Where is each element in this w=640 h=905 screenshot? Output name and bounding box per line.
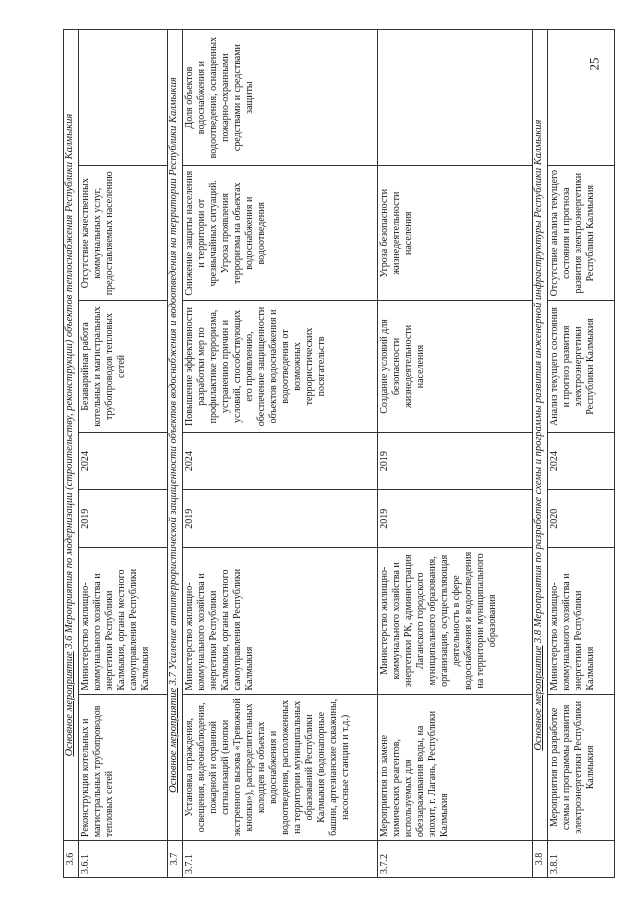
end-year: 2024: [79, 432, 168, 490]
section-number: 3.6: [64, 841, 79, 878]
start-year: 2019: [183, 490, 378, 548]
consequence: Отсутствие качественных коммунальных услуг, предоставляемых населению: [79, 166, 168, 301]
measure-name: Мероприятия по разработке схемы и программы развития электроэнергетики Республики Калмыкия: [548, 694, 615, 841]
indicator: [548, 30, 615, 166]
section-number: 3.7: [168, 841, 183, 878]
section-number: 3.8: [533, 841, 548, 878]
start-year: 2019: [79, 490, 168, 548]
indicator: [378, 30, 533, 166]
start-year: 2020: [548, 490, 615, 548]
row-number: 3.7.1: [183, 841, 378, 878]
consequence: Снижение защиты населения и территории от чрезвычайных ситуаций. Угроза проявления терроризма на объектах водоснабжения и водоотведения: [183, 166, 378, 301]
section-title: Основное мероприятие 3.6 Мероприятия по модернизации (строительству, реконструкции) объектов теплоснабжения Республики Калмыкия: [64, 30, 79, 841]
executor: Министерство жилищно-коммунального хозяйства и энергетики РК, администрация Лаганского городского муниципального образования, организация, осуществляющая деятельность в сфере водоснабжения и водоотведения на территории муниципального образования: [378, 548, 533, 695]
indicator: Доля объектов водоснабжения и водоотведения, оснащенных пожарно-охранными средствами и средствами защиты: [183, 30, 378, 166]
row-number: 3.7.2: [378, 841, 533, 878]
section-header-row: [64, 30, 79, 878]
measures-table: [63, 29, 615, 878]
table-row: [548, 30, 615, 878]
table-row: [79, 30, 168, 878]
row-number: 3.6.1: [79, 841, 168, 878]
row-number: 3.8.1: [548, 841, 615, 878]
measure-name: Мероприятия по замене химических реагентов, используемых для обеззараживания воды, на эпохит, г. Лагань, Республики Калмыкия: [378, 694, 533, 841]
indicator: [79, 30, 168, 166]
section-title: Основное мероприятие 3.8 Мероприятия по разработке схемы и программы развития инженерной инфраструктуры Республики Калмыкия: [533, 30, 548, 841]
expected-result: Создание условий для безопасности жизнедеятельности населения: [378, 301, 533, 433]
executor: Министерство жилищно-коммунального хозяйства и энергетики Республики Калмыкия: [548, 548, 615, 695]
start-year: 2019: [378, 490, 533, 548]
expected-result: Анализ текущего состояния и прогноз развития электроэнергетики Республики Калмыкия: [548, 301, 615, 433]
expected-result: Безаварийная работа котельных и магистральных трубопроводов тепловых сетей: [79, 301, 168, 433]
executor: Министерство жилищно-коммунального хозяйства и энергетики Республики Калмыкия, органы местного самоуправления Республики Калмыкия: [79, 548, 168, 695]
executor: Министерство жилищно-коммунального хозяйства и энергетики Республики Калмыкия, органы местного самоуправления Республики Калмыкия: [183, 548, 378, 695]
end-year: 2019: [378, 432, 533, 490]
end-year: 2024: [183, 432, 378, 490]
consequence: Отсутствие анализа текущего состояния и прогноза развития электроэнергетики Республики Калмыкия: [548, 166, 615, 301]
expected-result: Повышение эффективности разработки мер по профилактике терроризма, устранению причин и условий, способствующих его проявлению, обеспечение защищенности объектов водоснабжения и водоотведения от возможных террористических посягательств: [183, 301, 378, 433]
table-row: [378, 30, 533, 878]
section-title: Основное мероприятие 3.7 Усиление антитеррористической защищенности объектов водоснабжения и водоотведения на территории Республики Калмыкия: [168, 30, 183, 841]
page-number: 25: [586, 57, 602, 71]
measure-name: Реконструкция котельных и магистральных трубопроводов тепловых сетей: [79, 694, 168, 841]
measure-name: Установка ограждения, освещения, видеонаблюдения, пожарной и охранной сигнализаций (кнопки экстренного вызова «Тревожной кнопки»), распределительных колодцев на объектах водоснабжения и водоотведения, расположенных на территории муниципальных образований Республики Калмыкия (водонапорные башни, артезианские скважины, насосные станции и т.д.): [183, 694, 378, 841]
table-row: [183, 30, 378, 878]
end-year: 2024: [548, 432, 615, 490]
consequence: Угроза безопасности жизнедеятельности населения: [378, 166, 533, 301]
section-header-row: [533, 30, 548, 878]
section-header-row: [168, 30, 183, 878]
